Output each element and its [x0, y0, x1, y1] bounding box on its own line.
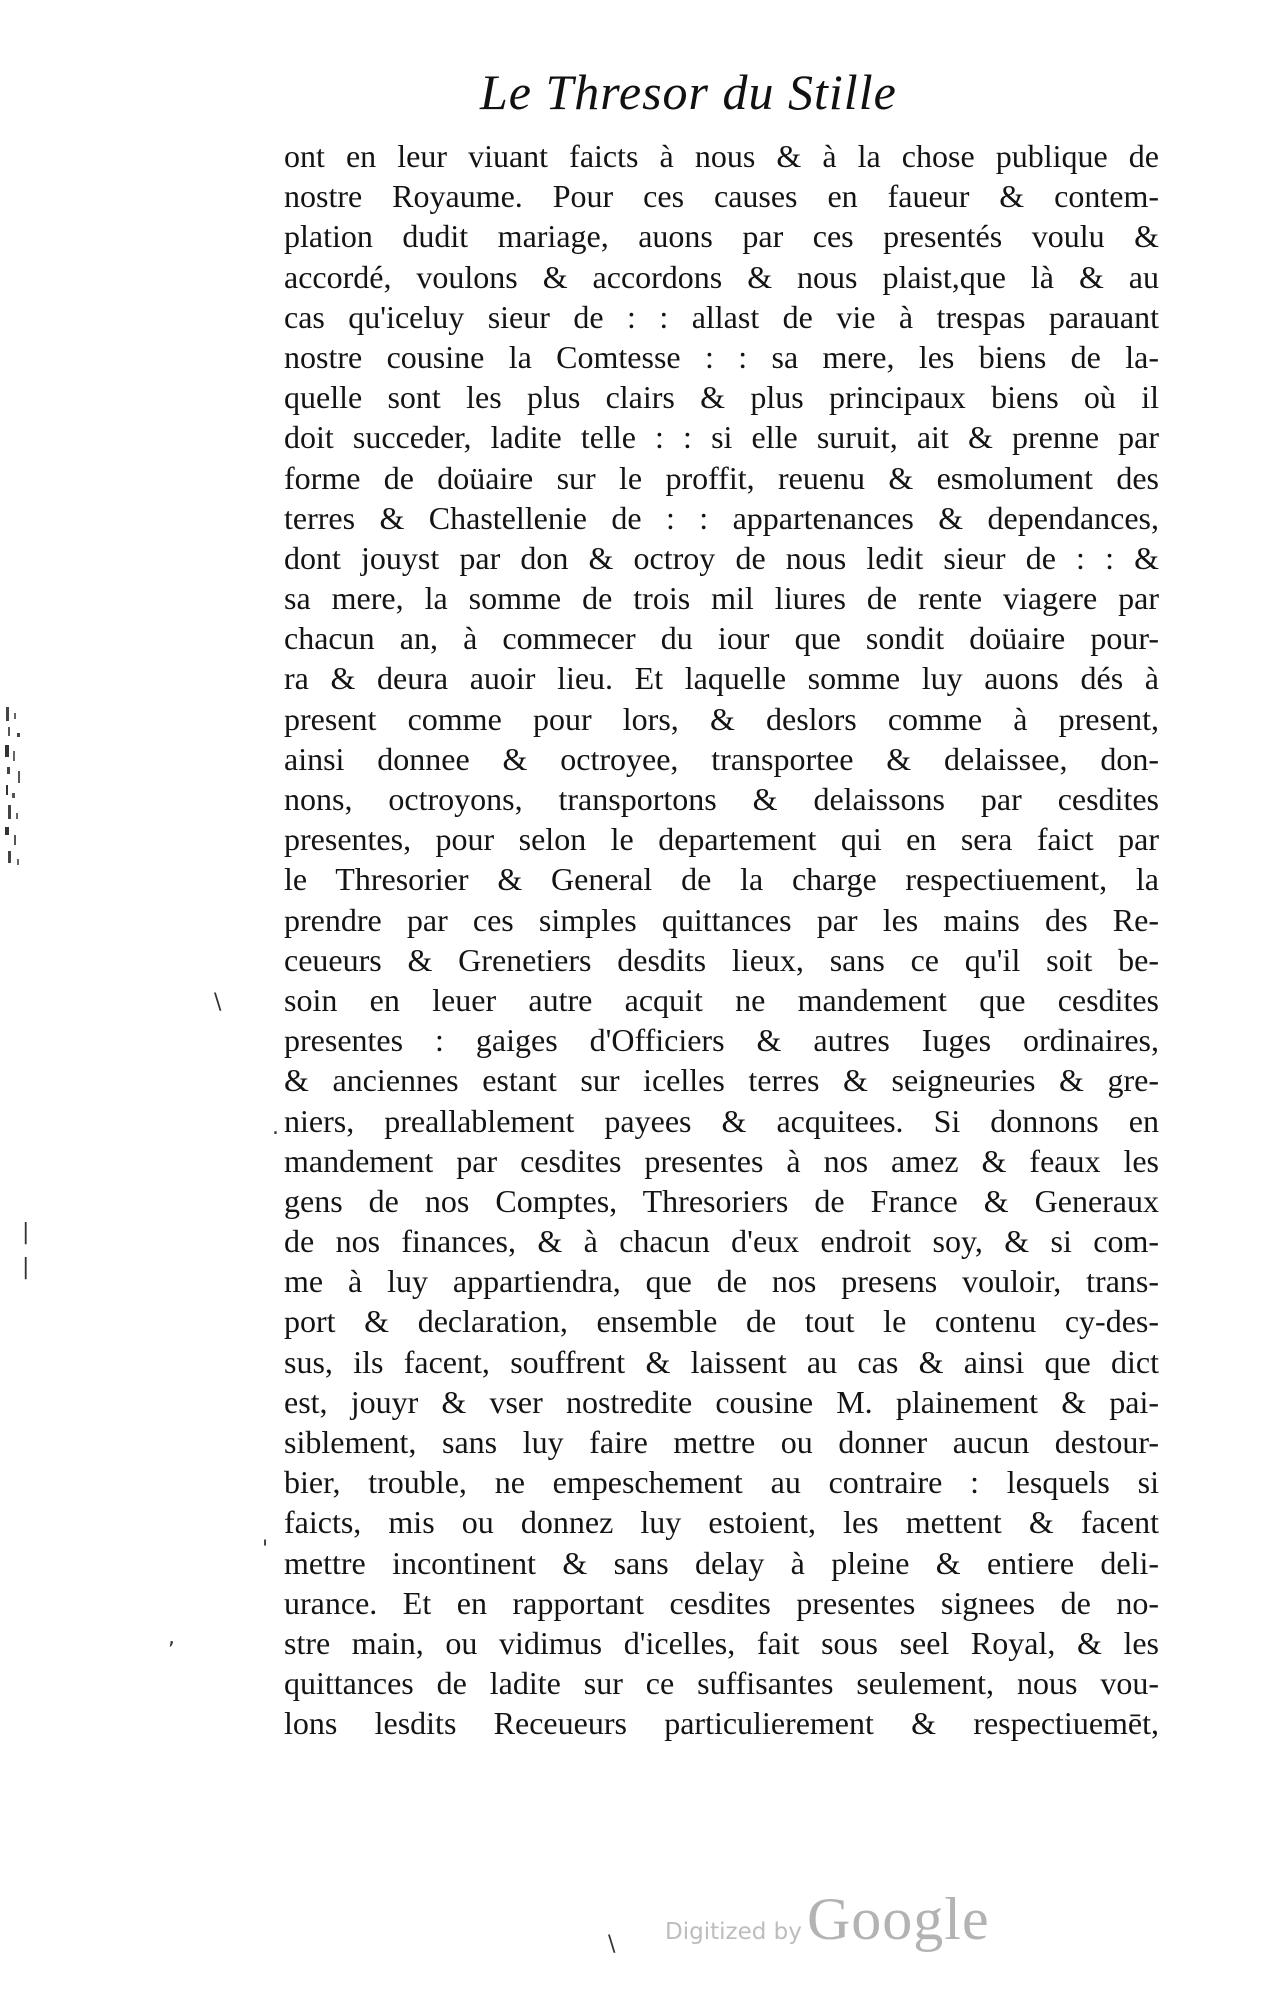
- text-line: ainsi donnee & octroyee, transportee & delaissee, don-: [284, 740, 1159, 777]
- text-line: nostre Royaume. Pour ces causes en faueur & contem-: [284, 178, 1159, 215]
- watermark-label: Digitized by: [665, 1919, 802, 1945]
- text-line: sus, ils facent, souffrent & laissent au cas & ainsi que dict: [284, 1343, 1159, 1380]
- text-line: est, jouyr & vser nostredite cousine M. plainement & pai-: [284, 1383, 1159, 1420]
- text-line: prendre par ces simples quittances par les mains des Re-: [284, 901, 1159, 938]
- text-line: quelle sont les plus clairs & plus principaux biens où il: [284, 379, 1159, 416]
- text-line: ont en leur viuant faicts à nous & à la chose publique de: [284, 138, 1159, 174]
- text-line: nons, octroyons, transportons & delaissons par cesdites: [284, 781, 1159, 817]
- running-head: Le Thresor du Stille: [480, 64, 897, 120]
- scan-edge-marks: [2, 705, 30, 875]
- text-line: mettre incontinent & sans delay à pleine & entiere deli-: [284, 1544, 1159, 1581]
- stray-mark: ,: [168, 1625, 175, 1650]
- text-line: de nos finances, & à chacun d'eux endroit soy, & si com-: [284, 1223, 1159, 1260]
- text-line: forme de doüaire sur le proffit, reuenu & esmolument des: [284, 459, 1159, 496]
- text-line: sa mere, la somme de trois mil liures de rente viagere par: [284, 580, 1159, 617]
- text-line: me à luy appartiendra, que de nos presens vouloir, trans-: [284, 1263, 1159, 1300]
- stray-mark: |: [22, 1255, 30, 1280]
- text-line: quittances de ladite sur ce suffisantes seulement, nous vou-: [284, 1665, 1159, 1702]
- stray-mark: .: [272, 1115, 279, 1140]
- text-line: ceueurs & Grenetiers desdits lieux, sans ce qu'il soit be-: [284, 941, 1159, 978]
- text-line: plation dudit mariage, auons par ces presentés voulu &: [284, 218, 1159, 255]
- text-line: stre main, ou vidimus d'icelles, fait sous seel Royal, & les: [284, 1624, 1159, 1661]
- text-line: terres & Chastellenie de : : appartenances & dependances,: [284, 499, 1159, 536]
- text-line: mandement par cesdites presentes à nos amez & feaux les: [284, 1142, 1159, 1179]
- stray-mark: \: [608, 1932, 616, 1957]
- text-line: ra & deura auoir lieu. Et laquelle somme luy auons dés à: [284, 660, 1159, 697]
- text-line: & anciennes estant sur icelles terres & seigneuries & gre-: [284, 1062, 1159, 1099]
- text-line: chacun an, à commecer du iour que sondit doüaire pour-: [284, 620, 1159, 657]
- text-line: present comme pour lors, & deslors comme à present,: [284, 700, 1159, 737]
- body-text: [284, 136, 1159, 1744]
- stray-mark: |: [22, 1220, 30, 1245]
- text-line: accordé, voulons & accordons & nous plaist,que là & au: [284, 258, 1159, 295]
- text-line: presentes : gaiges d'Officiers & autres Iuges ordinaires,: [284, 1022, 1159, 1059]
- text-line: bier, trouble, ne empeschement au contraire : lesquels si: [284, 1464, 1159, 1501]
- watermark-brand: Google: [806, 1886, 990, 1952]
- text-line: urance. Et en rapportant cesdites presentes signees de no-: [284, 1584, 1159, 1621]
- text-line: doit succeder, ladite telle : : si elle suruit, ait & prenne par: [284, 419, 1159, 456]
- text-line: le Thresorier & General de la charge respectiuement, la: [284, 861, 1159, 898]
- text-line: lons lesdits Receueurs particulierement & respectiuemēt,: [284, 1705, 1159, 1742]
- text-line: gens de nos Comptes, Thresoriers de France & Generaux: [284, 1182, 1159, 1219]
- text-line: niers, preallablement payees & acquitees. Si donnons en: [284, 1102, 1159, 1139]
- text-line: siblement, sans luy faire mettre ou donner aucun destour-: [284, 1424, 1159, 1460]
- text-line: cas qu'iceluy sieur de : : allast de vie à trespas parauant: [284, 298, 1159, 335]
- text-line: nostre cousine la Comtesse : : sa mere, les biens de la-: [284, 338, 1159, 375]
- stray-mark: \: [214, 990, 222, 1015]
- text-line: soin en leuer autre acquit ne mandement que cesdites: [284, 981, 1159, 1018]
- text-line: dont jouyst par don & octroy de nous ledit sieur de : : &: [284, 539, 1159, 576]
- text-line: port & declaration, ensemble de tout le contenu cy-des-: [284, 1303, 1159, 1340]
- text-line: faicts, mis ou donnez luy estoient, les mettent & facent: [284, 1504, 1159, 1541]
- stray-mark: ': [262, 1537, 269, 1562]
- digitized-watermark: [665, 1885, 1005, 1955]
- text-line: presentes, pour selon le departement qui en sera faict par: [284, 821, 1159, 858]
